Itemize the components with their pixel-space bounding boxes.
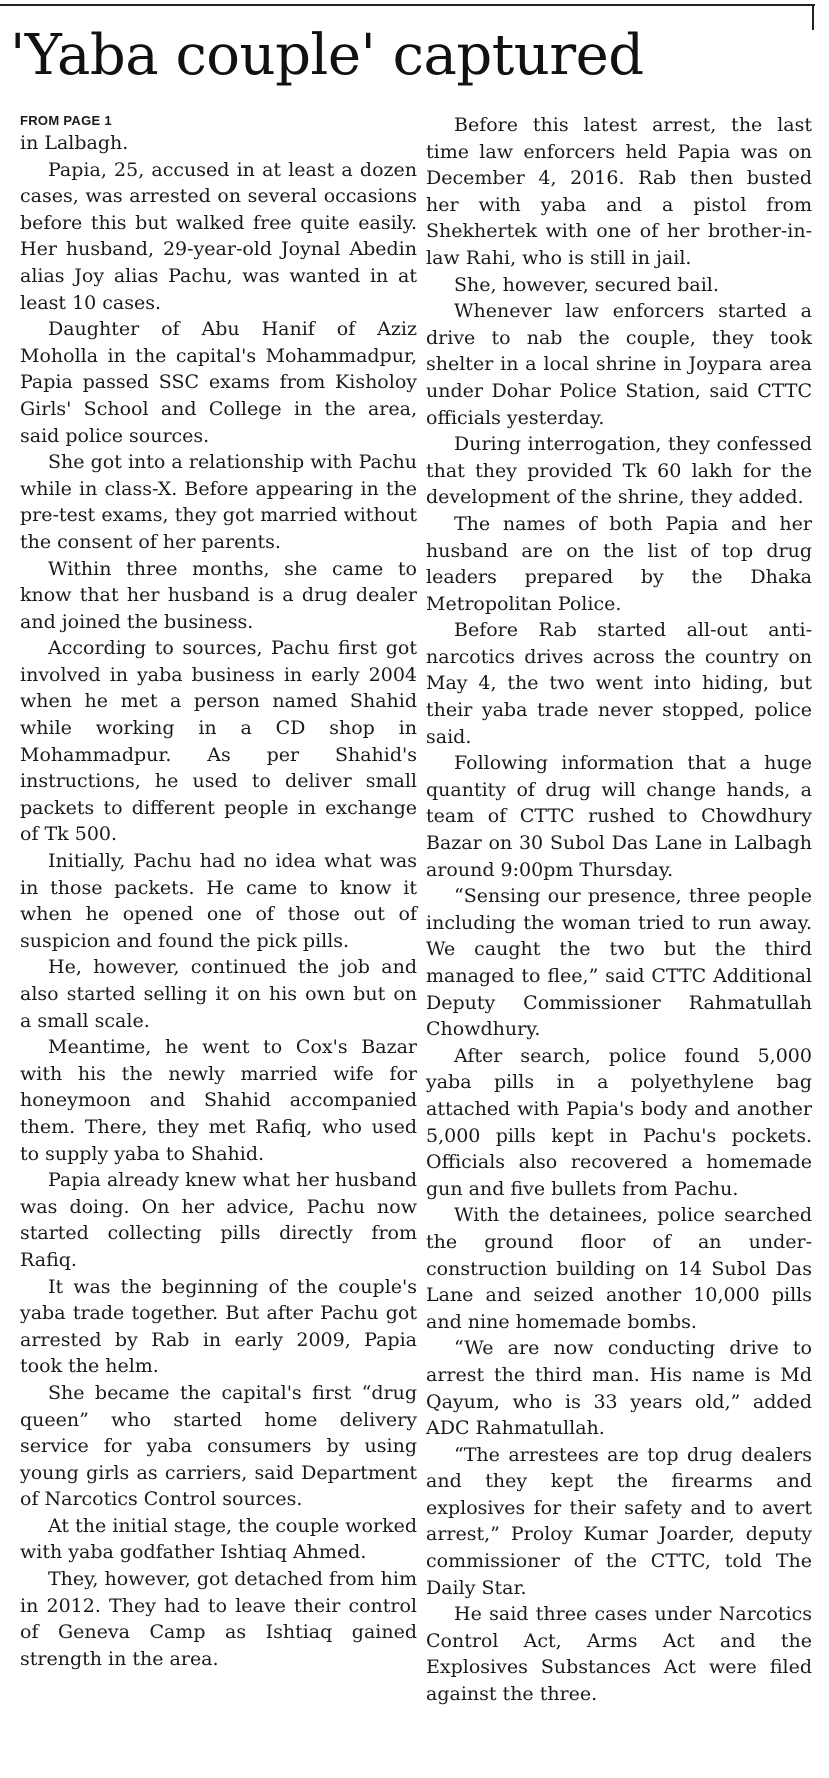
paragraph: After search, police found 5,000 yaba pills in a polyethylene bag attached with Papia's body and another 5,000 pills kept in Pachu's pockets. Officials also recovered a homemade gun and five bullets from Pachu. [426, 1044, 812, 1200]
paragraph: Meantime, he went to Cox's Bazar with his the newly married wife for honeymoon and Shahid accompanied them. There, they met Rafiq, who used to supply yaba to Shahid. [20, 1036, 417, 1165]
paragraph: Before this latest arrest, the last time law enforcers held Papia was on December 4, 2016. Rab then busted her with yaba and a pistol from Shekhertek with one of her brother-in-law Rahi, who is still in jail. [426, 114, 812, 269]
paragraph: The names of both Papia and her husband are on the list of top drug leaders prepared by the Dhaka Metropolitan Police. [426, 512, 812, 615]
jump-line: FROM PAGE 1 [20, 113, 112, 128]
paragraph: They, however, got detached from him in 2012. They had to leave their control of Geneva Camp as Ishtiaq gained strength in the area. [20, 1568, 417, 1670]
paragraph: At the initial stage, the couple worked with yaba godfather Ishtiaq Ahmed. [20, 1514, 417, 1564]
paragraph: She, however, secured bail. [454, 273, 719, 296]
paragraph: Within three months, she came to know that her husband is a drug dealer and joined the business. [20, 557, 417, 633]
paragraph: Whenever law enforcers started a drive to nab the couple, they took shelter in a local shrine in Joypara area under Dohar Police Station, said CTTC officials yesterday. [426, 300, 812, 429]
paragraph: “The arrestees are top drug dealers and they kept the firearms and explosives for their safety and to avert arrest,” Proloy Kumar Joarder, deputy commissioner of the CTTC, told The Daily Star. [426, 1443, 812, 1599]
right-column [426, 112, 812, 1708]
paragraph: “Sensing our presence, three people including the woman tried to run away. We caught the two but the third managed to flee,” said CTTC Additional Deputy Commissioner Rahmatullah Chowdhury. [426, 885, 812, 1041]
headline: 'Yaba couple' captured [10, 23, 644, 88]
paragraph: It was the beginning of the couple's yaba trade together. But after Pachu got arrested by Rab in early 2009, Papia took the helm. [20, 1275, 417, 1378]
paragraph: Daughter of Abu Hanif of Aziz Moholla in the capital's Mohammadpur, Papia passed SSC exams from Kisholoy Girls' School and College in the area, said police sources. [20, 318, 417, 447]
paragraph: According to sources, Pachu first got involved in yaba business in early 2004 when he met a person named Shahid while working in a CD shop in Mohammadpur. As per Shahid's instructions, he used to deliver small packets to different people in exchange of Tk 500. [20, 637, 417, 846]
paragraph: Before Rab started all-out anti-narcotics drives across the country on May 4, the two went into hiding, but their yaba trade never stopped, police said. [426, 619, 812, 748]
paragraph: He said three cases under Narcotics Control Act, Arms Act and the Explosives Substances Act were filed against the three. [426, 1603, 812, 1706]
paragraph: Initially, Pachu had no idea what was in those packets. He came to know it when he opened one of those out of suspicion and found the pick pills. [20, 850, 417, 952]
paragraph: She got into a relationship with Pachu while in class-X. Before appearing in the pre-test exams, they got married without the consent of her parents. [20, 451, 417, 553]
paragraph: “We are now conducting drive to arrest the third man. His name is Md Qayum, who is 33 years old,” added ADC Rahmatullah. [426, 1337, 812, 1440]
paragraph: During interrogation, they confessed that they provided Tk 60 lakh for the development of the shrine, they added. [426, 433, 812, 509]
right-border-rule [812, 4, 814, 30]
paragraph: Papia, 25, accused in at least a dozen cases, was arrested on several occasions before this but walked free quite easily. Her husband, 29-year-old Joynal Abedin alias Joy alias Pachu, was wanted in at least 10 cases. [20, 158, 417, 314]
paragraph: Papia already knew what her husband was doing. On her advice, Pachu now started collecting pills directly from Rafiq. [20, 1169, 417, 1271]
paragraph: He, however, continued the job and also started selling it on his own but on a small scale. [20, 956, 417, 1032]
paragraph: With the detainees, police searched the ground floor of an under-construction building on 14 Subol Das Lane and seized another 10,000 pills and nine homemade bombs. [426, 1204, 812, 1333]
left-column [20, 112, 417, 1672]
paragraph: She became the capital's first “drug queen” who started home delivery service for yaba consumers by using young girls as carriers, said Department of Narcotics Control sources. [20, 1381, 417, 1511]
top-border-rule [0, 4, 815, 6]
paragraph: in Lalbagh. [20, 132, 129, 154]
paragraph: Following information that a huge quantity of drug will change hands, a team of CTTC rushed to Chowdhury Bazar on 30 Subol Das Lane in Lalbagh around 9:00pm Thursday. [426, 752, 812, 881]
column-gutter [419, 112, 420, 1767]
